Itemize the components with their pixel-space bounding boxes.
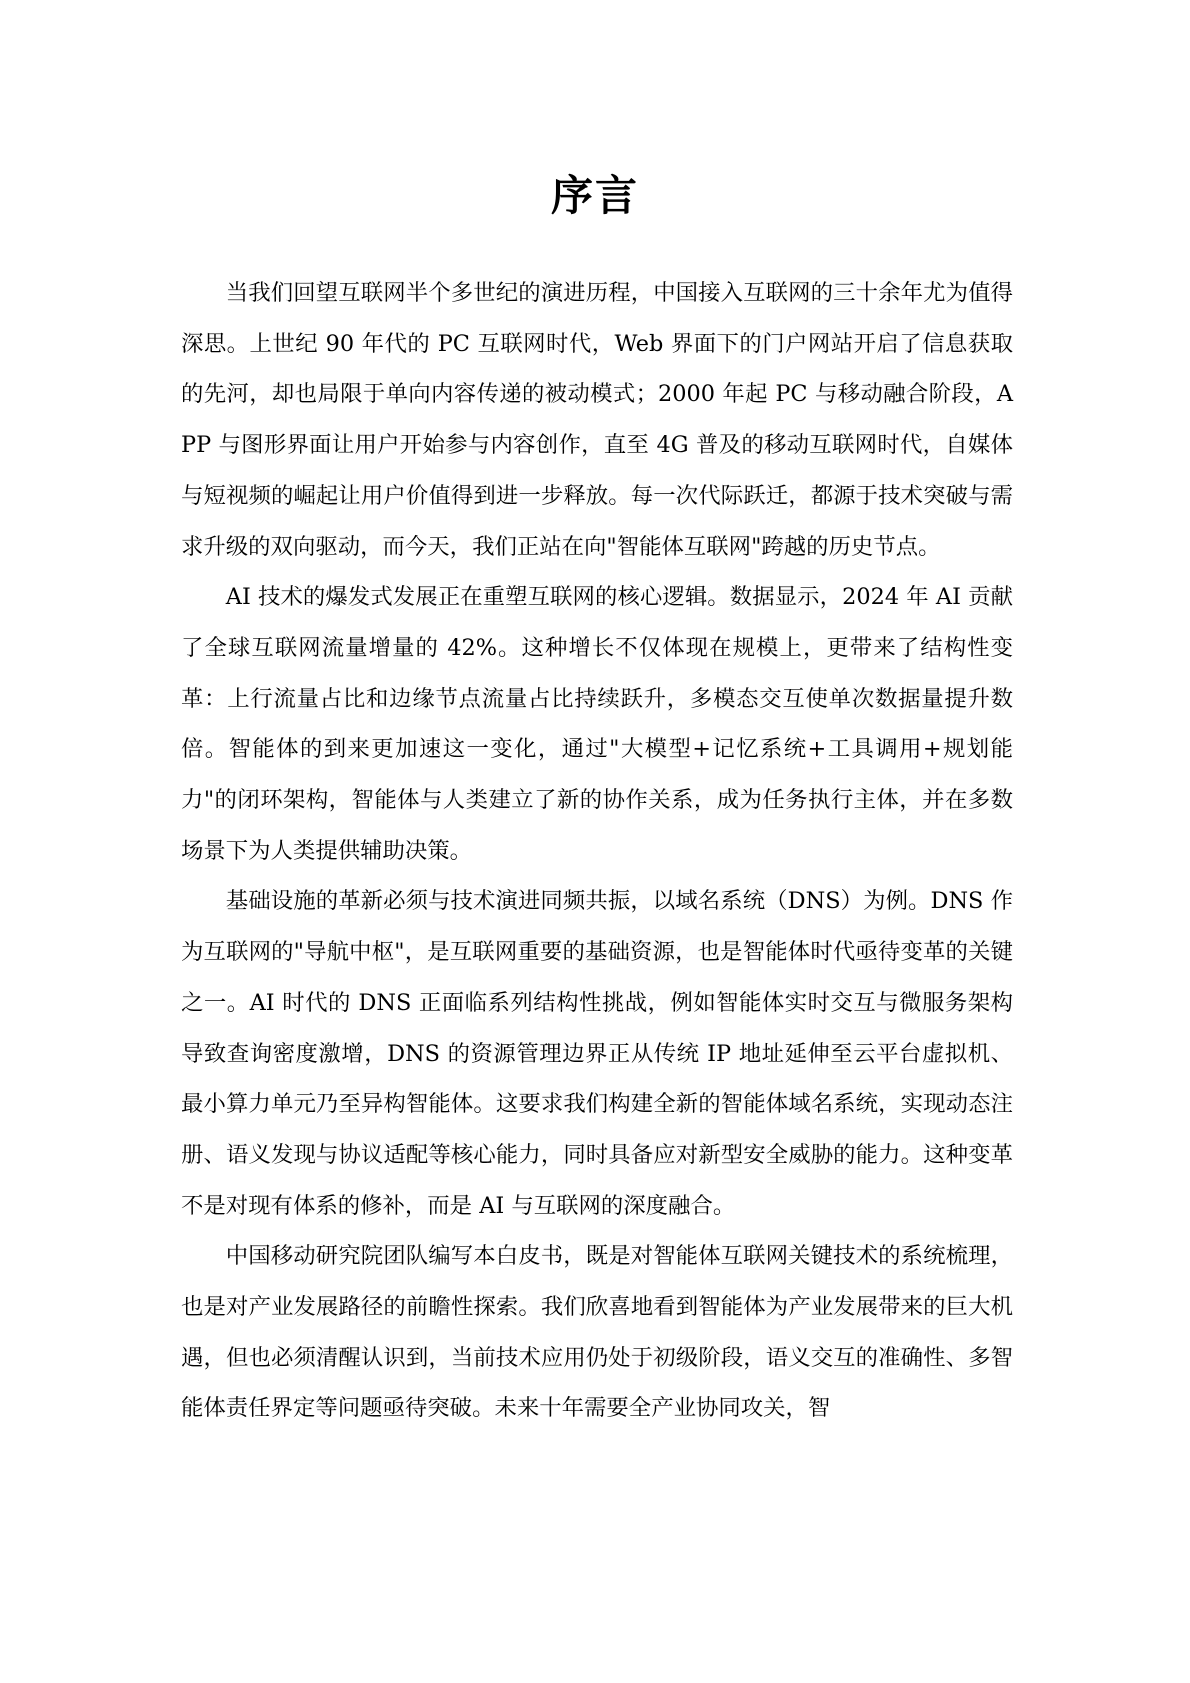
paragraph-1: 当我们回望互联网半个多世纪的演进历程，中国接入互联网的三十余年尤为值得深思。上世纪 90 年代的 PC 互联网时代，Web 界面下的门户网站开启了信息获取的先河，却也局限于单向内容传递的被动模式；2000 年起 PC 与移动融合阶段，APP 与图形界面让用户开始参与内容创作，直至 4G 普及的移动互联网时代，自媒体与短视频的崛起让用户价值得到进一步释放。每一次代际跃迁，都源于技术突破与需求升级的双向驱动，而今天，我们正站在向"智能体互联网"跨越的历史节点。	[181, 280, 1013, 560]
page-title: 序言	[550, 171, 639, 220]
body-text	[181, 268, 1013, 1434]
paragraph-2: AI 技术的爆发式发展正在重塑互联网的核心逻辑。数据显示，2024 年 AI 贡献了全球互联网流量增量的 42%。这种增长不仅体现在规模上，更带来了结构性变革：上行流量占比和边缘节点流量占比持续跃升，多模态交互使单次数据量提升数倍。智能体的到来更加速这一变化，通过"大模型+记忆系统+工具调用+规划能力"的闭环架构，智能体与人类建立了新的协作关系，成为任务执行主体，并在多数场景下为人类提供辅助决策。	[181, 584, 1013, 864]
paragraph-3: 基础设施的革新必须与技术演进同频共振，以域名系统（DNS）为例。DNS 作为互联网的"导航中枢"，是互联网重要的基础资源，也是智能体时代亟待变革的关键之一。AI 时代的 DNS 正面临系列结构性挑战，例如智能体实时交互与微服务架构导致查询密度激增，DNS 的资源管理边界正从传统 IP 地址延伸至云平台虚拟机、最小算力单元乃至异构智能体。这要求我们构建全新的智能体域名系统，实现动态注册、语义发现与协议适配等核心能力，同时具备应对新型安全威胁的能力。这种变革不是对现有体系的修补，而是 AI 与互联网的深度融合。	[181, 888, 1013, 1219]
paragraph-4: 中国移动研究院团队编写本白皮书，既是对智能体互联网关键技术的系统梳理，也是对产业发展路径的前瞻性探索。我们欣喜地看到智能体为产业发展带来的巨大机遇，但也必须清醒认识到，当前技术应用仍处于初级阶段，语义交互的准确性、多智能体责任界定等问题亟待突破。未来十年需要全产业协同攻关，智	[181, 1243, 1013, 1422]
